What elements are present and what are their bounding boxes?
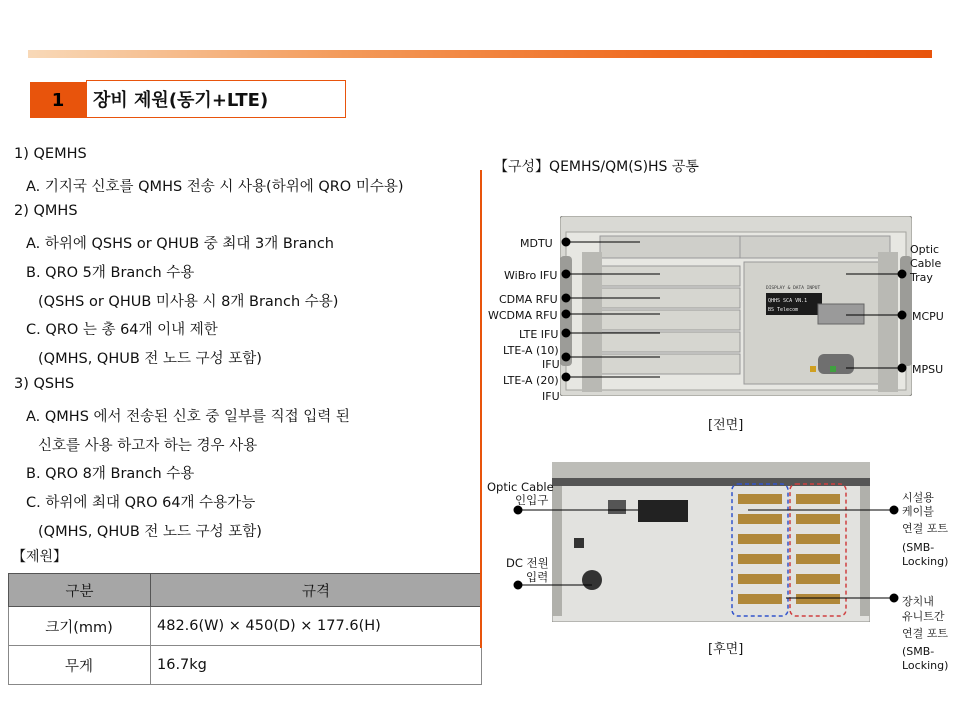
table-row [9, 646, 482, 685]
label-optic: Optic [910, 243, 940, 256]
section-title: 장비 제원(동기+LTE) [86, 80, 346, 118]
label-cdma-rfu: CDMA RFU [499, 293, 558, 306]
label-connect-port-2: 연결 포트 [902, 627, 949, 640]
label-optic-cable-inlet: 인입구 [515, 493, 549, 507]
table-header-cell: 구분 [9, 574, 151, 607]
spec-table-label: 【제원】 [12, 549, 68, 565]
front-lcd-line2: BS Telecom [768, 307, 799, 313]
label-cable: Cable [910, 257, 942, 270]
spec-line: A. 기지국 신호를 QMHS 전송 시 사용(하위에 QRO 미수용) [26, 179, 404, 195]
label-dc-input: 입력 [526, 570, 549, 584]
label-tray: Tray [910, 271, 933, 284]
table-cell: 482.6(W) × 450(D) × 177.6(H) [151, 607, 482, 646]
label-smb: (SMB- [902, 541, 935, 554]
label-lte-a-10: LTE-A (10) [503, 344, 559, 357]
label-lte-a-10-ifu: IFU [542, 358, 560, 371]
spec-line: (QSHS or QHUB 미사용 시 8개 Branch 수용) [38, 294, 339, 310]
config-title: 【구성】QEMHS/QM(S)HS 공통 [494, 159, 699, 175]
spec-line: A. 하위에 QSHS or QHUB 중 최대 3개 Branch [26, 236, 335, 252]
section-number: 1 [30, 82, 86, 118]
front-callouts [560, 230, 960, 390]
table-row [9, 607, 482, 646]
label-locking: Locking) [902, 555, 949, 568]
label-lte-a-20-ifu: IFU [542, 390, 560, 403]
front-module-label: DISPLAY & DATA INPUT [766, 286, 821, 291]
spec-line: 1) QEMHS [14, 146, 87, 162]
label-mcpu: MCPU [912, 310, 944, 323]
table-header-cell: 규격 [151, 574, 482, 607]
rear-callouts [510, 500, 950, 610]
label-connect-port: 연결 포트 [902, 522, 949, 535]
label-facility: 시설용 [902, 491, 934, 504]
spec-line: A. QMHS 에서 전송된 신호 중 일부를 직접 입력 된 [26, 409, 350, 425]
label-cable-kr: 케이블 [902, 505, 934, 518]
header-accent-bar [28, 50, 932, 58]
table-cell: 16.7kg [151, 646, 482, 685]
table-cell: 무게 [9, 646, 151, 685]
spec-line: C. QRO 는 총 64개 이내 제한 [26, 322, 218, 338]
label-wcdma-rfu: WCDMA RFU [488, 309, 558, 322]
label-mpsu: MPSU [912, 363, 944, 376]
label-wibro-ifu: WiBro IFU [504, 269, 558, 282]
label-locking-2: Locking) [902, 659, 949, 672]
label-lte-a-20: LTE-A (20) [503, 374, 559, 387]
label-inter-unit: 유니트간 [902, 610, 945, 623]
spec-line: 신호를 사용 하고자 하는 경우 사용 [38, 438, 258, 454]
label-lte-ifu: LTE IFU [519, 328, 559, 341]
spec-line: (QMHS, QHUB 전 노드 구성 포함) [38, 351, 262, 367]
label-mdtu: MDTU [520, 237, 553, 250]
spec-line: 2) QMHS [14, 203, 78, 219]
spec-line: C. 하위에 최대 QRO 64개 수용가능 [26, 495, 256, 511]
table-cell: 크기(mm) [9, 607, 151, 646]
label-dc-power: DC 전원 [506, 556, 549, 570]
spec-line: (QMHS, QHUB 전 노드 구성 포함) [38, 524, 262, 540]
rear-caption: [후면] [708, 642, 744, 657]
label-optic-cable: Optic Cable [487, 480, 554, 494]
spec-line: B. QRO 8개 Branch 수용 [26, 466, 195, 482]
front-caption: [전면] [708, 418, 744, 433]
spec-line: B. QRO 5개 Branch 수용 [26, 265, 195, 281]
table-header-row [9, 574, 482, 607]
front-lcd-line1: QHHS SCA VN.1 [768, 298, 808, 304]
label-smb-2: (SMB- [902, 645, 935, 658]
column-divider [480, 170, 482, 648]
spec-line: 3) QSHS [14, 376, 75, 392]
spec-table [8, 573, 482, 685]
label-in-device: 장치내 [902, 595, 934, 608]
